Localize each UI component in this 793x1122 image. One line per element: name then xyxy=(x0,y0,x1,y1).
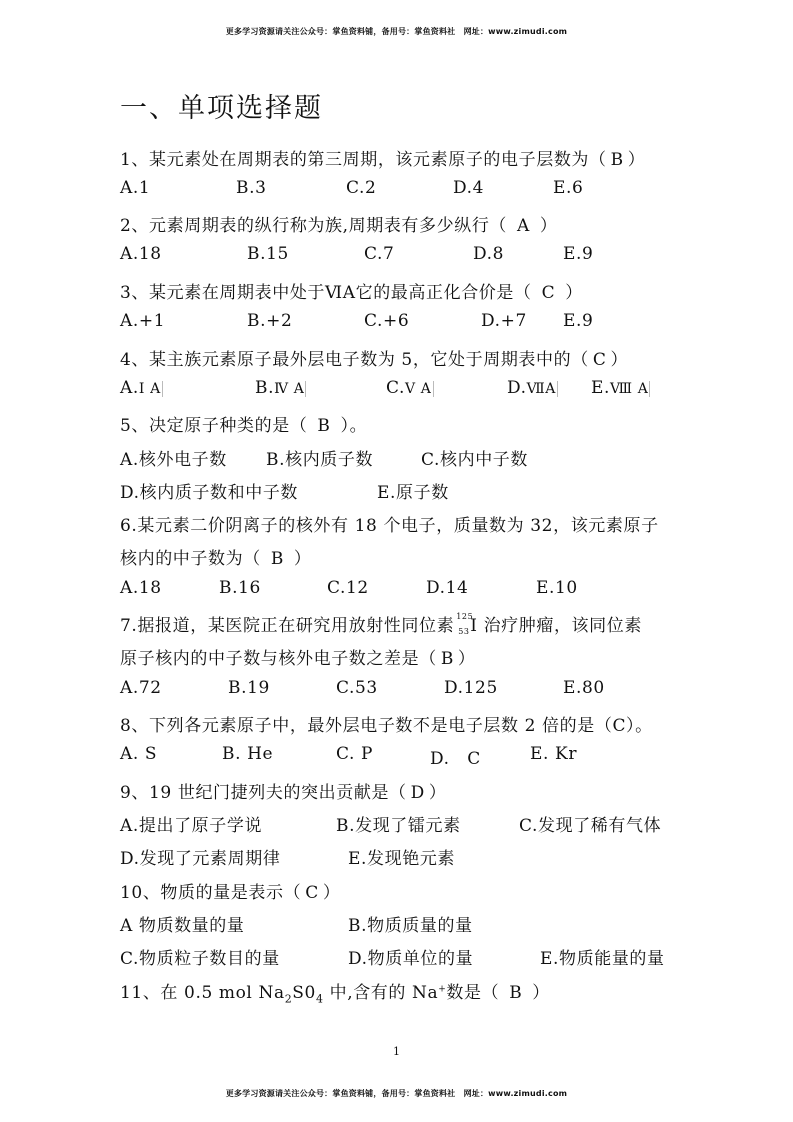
question-text: 数是（ xyxy=(446,983,500,1003)
option-letter: B. xyxy=(255,378,275,398)
option: D.125 xyxy=(444,678,498,698)
answer: B xyxy=(610,150,624,170)
question-9 xyxy=(120,778,447,803)
question-1 xyxy=(120,145,645,170)
option: C. P xyxy=(336,744,374,764)
option: C.物质粒子数目的量 xyxy=(120,949,280,969)
option: A 物质数量的量 xyxy=(120,916,245,936)
question-8: 8、下列各元素原子中，最外层电子数不是电子层数 2 倍的是（C）。 xyxy=(120,716,653,736)
paren-close: ） xyxy=(322,883,341,903)
element-symbol: I xyxy=(470,616,478,636)
group-label: ⅦA xyxy=(526,381,557,397)
question-4 xyxy=(120,345,628,370)
option: A.72 xyxy=(120,678,162,698)
option-letter: D. xyxy=(507,378,527,398)
option: E.9 xyxy=(563,311,594,331)
question-3 xyxy=(120,278,583,303)
option: B.物质质量的量 xyxy=(348,916,473,936)
option: D.14 xyxy=(426,578,469,598)
option: B.核内质子数 xyxy=(266,450,374,470)
group-label: Ⅳ A xyxy=(274,381,305,397)
footer-banner: 更多学习资源请关注公众号：掌鱼资料铺，备用号：掌鱼资料社 网址：www.zimudi.com xyxy=(225,1089,568,1098)
paren-close: ） xyxy=(627,150,646,170)
paren-close: ） xyxy=(565,283,583,303)
option: E.6 xyxy=(553,178,584,198)
header-banner: 更多学习资源请关注公众号：掌鱼资料铺，备用号：掌鱼资料社 网址：www.zimudi.com xyxy=(225,27,568,36)
option xyxy=(507,378,558,398)
option xyxy=(386,378,434,398)
question-7-line-1 xyxy=(120,611,642,636)
option: C.12 xyxy=(327,578,369,598)
question-text: 10、物质的量是表示（ xyxy=(120,883,302,903)
question-text: 中,含有的 Na xyxy=(329,983,439,1003)
answer: B xyxy=(440,649,454,669)
option: E. Kr xyxy=(530,744,578,764)
paren-close: ） xyxy=(532,983,550,1003)
option: D.4 xyxy=(453,178,485,198)
option: B.16 xyxy=(219,578,261,598)
question-10 xyxy=(120,878,340,903)
option: C.53 xyxy=(336,678,378,698)
question-5 xyxy=(120,411,367,436)
option: B.+2 xyxy=(247,311,293,331)
answer: C xyxy=(592,350,607,370)
paren-close: ） xyxy=(428,783,447,803)
paren-close: ） xyxy=(539,216,558,236)
option: E.80 xyxy=(563,678,605,698)
option-letter: E. xyxy=(591,378,611,398)
subscript: 2 xyxy=(284,992,293,1006)
question-text: 原子核内的中子数与核外电子数之差是（ xyxy=(120,649,437,669)
option: B.19 xyxy=(228,678,270,698)
option: D.+7 xyxy=(481,311,527,331)
group-label: Ⅴ A xyxy=(405,381,432,397)
group-label: Ⅷ A xyxy=(610,381,649,397)
question-text: 5、决定原子种类的是（ xyxy=(120,416,308,436)
superscript: + xyxy=(438,984,447,995)
page-number: 1 xyxy=(393,1045,400,1058)
question-text: 1、某元素处在周期表的第三周期，该元素原子的电子层数为（ xyxy=(120,150,607,170)
option: E.发现铯元素 xyxy=(348,849,456,869)
question-text: 治疗肿瘤，该同位素 xyxy=(483,616,642,636)
answer: B xyxy=(317,416,331,436)
option: C.7 xyxy=(364,244,395,264)
option: A.18 xyxy=(120,244,162,264)
option xyxy=(120,378,163,398)
option: B. He xyxy=(222,744,274,764)
answer: A xyxy=(517,216,530,236)
paren-close: ） xyxy=(610,350,629,370)
question-text: 3、某元素在周期表中处于ⅥA它的最高正化合价是（ xyxy=(120,283,532,303)
paren-close: ） xyxy=(457,649,476,669)
option: E.10 xyxy=(536,578,578,598)
option: A.18 xyxy=(120,578,162,598)
option: D.8 xyxy=(473,244,505,264)
option xyxy=(255,378,306,398)
subscript: 4 xyxy=(315,992,324,1006)
isotope-notation xyxy=(454,612,474,636)
option: C.发现了稀有气体 xyxy=(519,816,662,836)
question-text: 核内的中子数为（ xyxy=(120,549,261,569)
question-2 xyxy=(120,211,558,236)
question-text: 4、某主族元素原子最外层电子数为 5，它处于周期表中的（ xyxy=(120,350,589,370)
question-text: 7.据报道，某医院正在研究用放射性同位素 xyxy=(120,616,455,636)
option: D. C xyxy=(430,749,481,769)
group-label: Ⅰ A xyxy=(138,381,161,397)
option: C.2 xyxy=(346,178,377,198)
question-text: 11、在 0.5 mol Na xyxy=(120,983,285,1003)
option: C.核内中子数 xyxy=(421,450,529,470)
answer: D xyxy=(410,783,425,803)
option: C.+6 xyxy=(364,311,410,331)
paren-close: ）。 xyxy=(340,416,368,436)
question-7-line-2 xyxy=(120,644,476,669)
answer: C xyxy=(305,883,319,903)
option: E.原子数 xyxy=(377,483,449,503)
question-text: 2、元素周期表的纵行称为族,周期表有多少纵行（ xyxy=(120,216,508,236)
option-letter: A. xyxy=(120,378,139,398)
option xyxy=(591,378,650,398)
option: A. S xyxy=(120,744,158,764)
question-6-line-2 xyxy=(120,544,312,569)
paren-close: ） xyxy=(293,549,312,569)
option: E.9 xyxy=(563,244,594,264)
option: B.15 xyxy=(247,244,289,264)
option: B.发现了镭元素 xyxy=(336,816,461,836)
answer: C xyxy=(541,283,556,303)
question-text: 9、19 世纪门捷列夫的突出贡献是（ xyxy=(120,783,407,803)
atomic-number: 53 xyxy=(458,627,470,636)
option: E.物质能量的量 xyxy=(540,949,665,969)
question-11 xyxy=(120,978,550,1005)
option: D.物质单位的量 xyxy=(348,949,474,969)
option-letter: C. xyxy=(386,378,406,398)
option: A.1 xyxy=(120,178,151,198)
question-6-line-1: 6.某元素二价阴离子的核外有 18 个电子，质量数为 32，该元素原子 xyxy=(120,516,659,536)
option: D.核内质子数和中子数 xyxy=(120,483,299,503)
mass-number: 125 xyxy=(456,612,474,621)
option: B.3 xyxy=(236,178,267,198)
option: A.核外电子数 xyxy=(120,450,227,470)
question-text: S0 xyxy=(292,983,316,1003)
section-title: 一、单项选择题 xyxy=(120,93,323,124)
option: A.+1 xyxy=(120,311,166,331)
answer: B xyxy=(270,549,284,569)
option: D.发现了元素周期律 xyxy=(120,849,281,869)
answer: B xyxy=(509,983,523,1003)
option: A.提出了原子学说 xyxy=(120,816,263,836)
